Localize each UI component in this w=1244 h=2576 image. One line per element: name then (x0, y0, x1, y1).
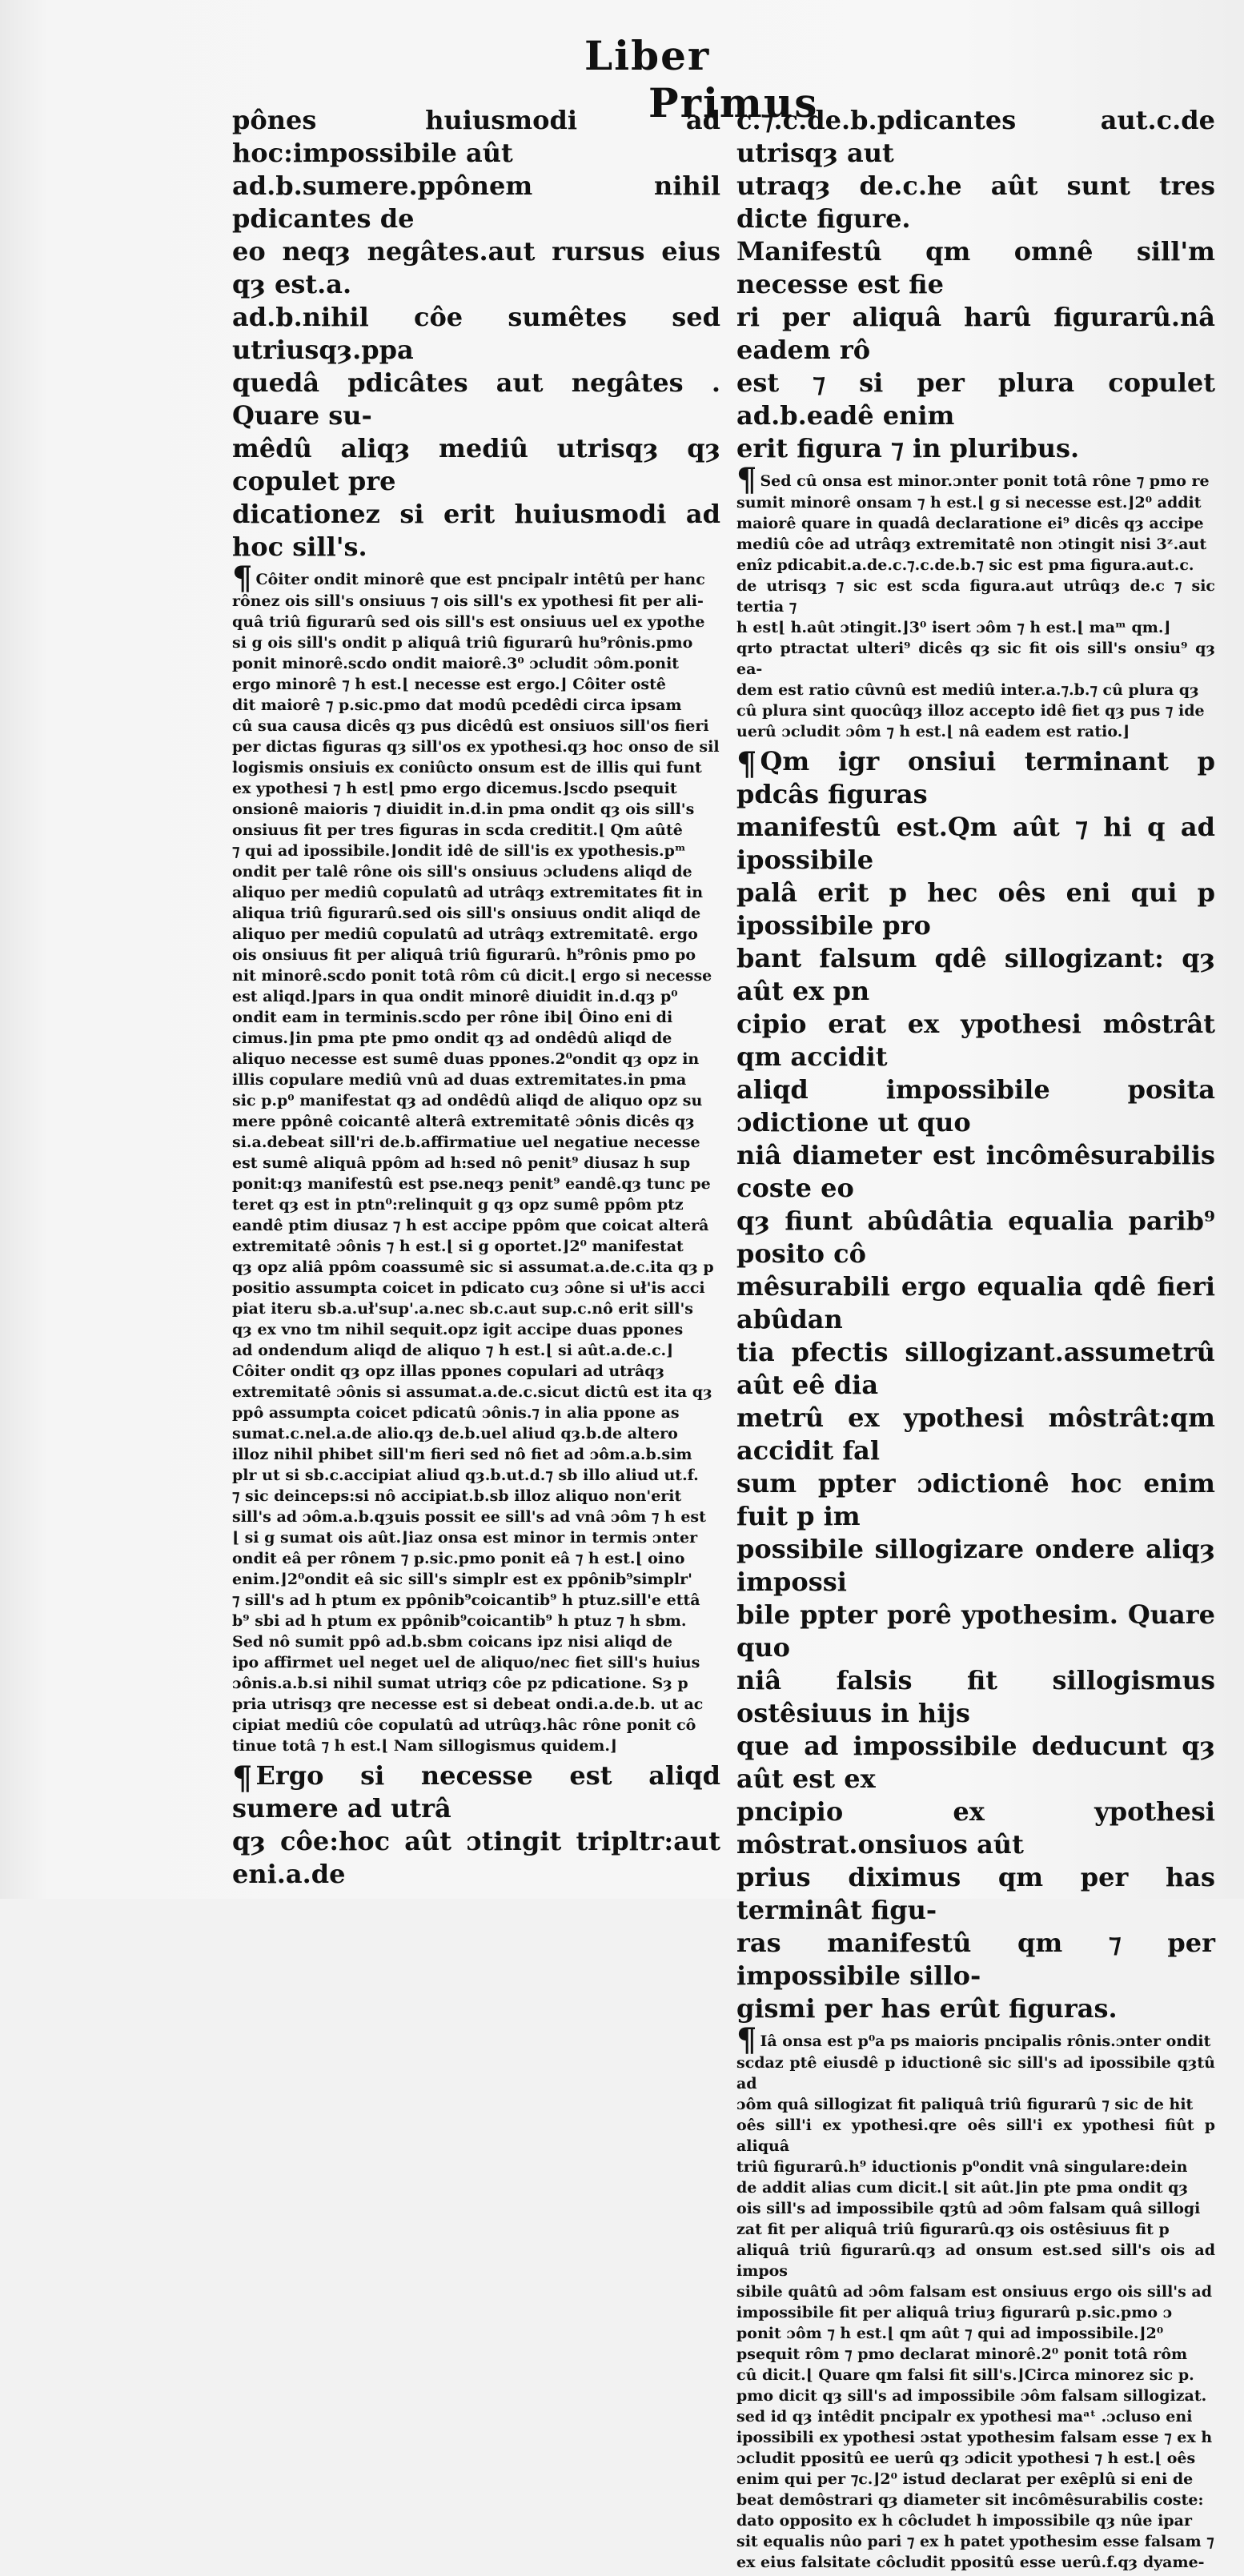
text-line (232, 1132, 720, 1153)
line-text: cimus.⌋in pma pte pmo ondit qȝ ad ondêdû aliqd de (232, 1029, 672, 1047)
line-text: ad ondendum aliqd de aliquo ⁊ h est.⌊ si aût.a.de.c.⌋ (232, 1342, 674, 1359)
line-text: cû dicit.⌊ Quare qm falsi fit sill's.⌋Circa minorez sic p. (736, 2366, 1194, 2384)
text-line (232, 560, 720, 597)
line-text: qȝ côe:hoc aût ɔtingit tripltr:aut eni.a.de (232, 1826, 720, 1889)
line-text: teret qȝ est in ptn⁰:relinquit g qȝ opz sumê ppôm ptz (232, 1196, 684, 1214)
line-text: triû figurarû.h⁹ iductionis p⁰ondit vnâ singulare:dein (736, 2158, 1188, 2176)
line-text: pncipio ex ypothesi môstrat.onsiuos aût (736, 1796, 1215, 1860)
text-line (232, 1507, 720, 1527)
pilcrow-icon: ¶ (232, 1759, 253, 1797)
line-text: nit minorê.scdo ponit totâ rôm cû dicit.⌊ ergo si necesse (232, 967, 712, 985)
text-line (232, 235, 720, 301)
text-line (736, 1730, 1215, 1796)
line-text: ad.b.sumere.ppônem nihil pdicantes de (232, 171, 720, 234)
text-line (736, 1205, 1215, 1270)
text-line (736, 2094, 1215, 2115)
line-text: quedâ pdicâtes aut negâtes . Quare su- (232, 367, 720, 431)
line-text: Qm igr onsiui terminant p pdcâs figuras (736, 746, 1215, 809)
pilcrow-icon: ¶ (736, 2021, 757, 2059)
line-text: b⁹ sbi ad h ptum ex ppônib⁹coicantib⁹ h ptuz ⁊ h sbm. (232, 1612, 687, 1630)
text-line (232, 1278, 720, 1298)
text-line (736, 2021, 1215, 2059)
line-text: ipossibili ex ypothesi ɔstat ypothesim falsam esse ⁊ ex h (736, 2429, 1213, 2446)
text-line (736, 1664, 1215, 1730)
text-line (232, 591, 720, 612)
text-line (736, 1467, 1215, 1533)
text-line (736, 638, 1215, 680)
line-text: enîz pdicabit.a.de.c.⁊.c.de.b.⁊ sic est pma figura.aut.c. (736, 556, 1194, 574)
text-line (232, 882, 720, 903)
text-line (736, 1533, 1215, 1599)
text-paragraph (736, 104, 1215, 465)
text-line (736, 2157, 1215, 2177)
line-text: beat demôstrari qȝ diameter sit incômêsurabilis coste: (736, 2491, 1204, 2509)
line-text: illis copulare mediû vnû ad duas extremitates.in pma (232, 1071, 687, 1089)
line-text: ⁊ qui ad ipossibile.⌋ondit idê de sill'is ex ypothesis.pᵐ (232, 842, 686, 860)
text-line (736, 1599, 1215, 1664)
line-text: si g ois sill's ondit p aliquâ triû figurarû hu⁹rônis.pmo (232, 634, 693, 652)
line-text: ipo affirmet uel neget uel de aliquo/nec fiet sill's huius (232, 1654, 700, 1671)
text-line (736, 2344, 1215, 2365)
text-paragraph (232, 104, 720, 564)
line-text: sum ppter ɔdictionê hoc enim fuit p im (736, 1468, 1215, 1531)
line-text: dicationez si erit huiusmodi ad hoc sill's. (232, 499, 720, 562)
line-text: per dictas figuras qȝ sill'os ex ypothesi.qȝ hoc onso de sil (232, 738, 720, 756)
text-line (736, 2115, 1215, 2157)
line-text: oês sill'i ex ypothesi.qre oês sill'i ex ypothesi fiût p aliquâ (736, 2117, 1215, 2155)
text-line (736, 2552, 1215, 2573)
line-text: ⁊ sic deinceps:si nô accipiat.b.sb illoz aliquo non'erit (232, 1487, 682, 1505)
line-text: ɔcludit ppositû ee uerû qȝ ɔdicit ypothesi ⁊ h est.⌊ oês (736, 2450, 1196, 2467)
text-line (232, 1759, 720, 1825)
line-text: ois onsiuus fit per aliquâ triû figurarû. h⁹rônis pmo po (232, 946, 696, 964)
text-line (232, 778, 720, 799)
line-text: sed id qȝ intêdit pncipalr ex ypothesi maᵃᵗ .ɔcluso eni (736, 2408, 1193, 2426)
text-line (736, 2240, 1215, 2281)
text-line (736, 104, 1215, 170)
line-text: tinue totâ ⁊ h est.⌊ Nam sillogismus quidem.⌋ (232, 1737, 617, 1755)
line-text: qȝ fiunt abûdâtia equalia parib⁹ posito cô (736, 1206, 1215, 1269)
commentary-paragraph (736, 2021, 1215, 2573)
text-line (736, 877, 1215, 942)
line-text: mediû côe ad utrâqȝ extremitatê non ɔtingit nisi 3ᶻ.aut (736, 536, 1207, 553)
text-line (736, 745, 1215, 811)
line-text: maiorê quare in quadâ declaratione ei⁹ dicês qȝ accipe (736, 515, 1204, 532)
text-line (736, 1336, 1215, 1402)
line-text: mêdû aliqȝ mediû utrisqȝ qȝ copulet pre (232, 433, 720, 496)
text-line (736, 432, 1215, 465)
line-text: cû sua causa dicês qȝ pus dicêdû est onsiuos sill'os fieri (232, 717, 709, 735)
text-line (736, 301, 1215, 367)
line-text: quâ triû figurarû sed ois sill's est onsiuus uel ex ypothe (232, 613, 705, 631)
text-line (232, 903, 720, 924)
line-text: ondit eâ per rônem ⁊ p.sic.pmo ponit eâ ⁊ h est.⌊ oino (232, 1550, 685, 1567)
commentary-paragraph (232, 560, 720, 1756)
running-head-primus: Primus (648, 79, 819, 126)
line-text: si.a.debeat sill'ri de.b.affirmatiue uel negatiue necesse (232, 1134, 700, 1151)
text-line (232, 924, 720, 945)
line-text: pônes huiusmodi ad hoc:impossibile aût (232, 105, 720, 168)
line-text: sumat.c.nel.a.de alio.qȝ de.b.uel aliud qȝ.b.de altero (232, 1425, 678, 1442)
line-text: aliquo necesse est sumê duas ppones.2⁰ondit qȝ opz in (232, 1050, 700, 1068)
line-text: eo neqȝ negâtes.aut rursus eius qȝ est.a. (232, 236, 720, 299)
line-text: sit equalis nûo pari ⁊ ex h patet ypothesim esse falsam ⁊ (736, 2533, 1214, 2550)
text-line (232, 799, 720, 820)
line-text: aliqua triû figurarû.sed ois sill's onsiuus ondit aliqd de (232, 905, 701, 922)
line-text: logismis onsiuis ex coniûcto onsum est de illis qui funt (232, 759, 702, 776)
line-text: que ad impossibile deducunt qȝ aût est ex (736, 1731, 1215, 1794)
line-text: plr ut si sb.c.accipiat aliud qȝ.b.ut.d.⁊ sb illo aliud ut.f. (232, 1467, 699, 1484)
text-line (232, 1402, 720, 1423)
line-text: cû plura sint quocûqȝ illoz accepto idê fiet qȝ pus ⁊ ide (736, 702, 1205, 720)
line-text: tia pfectis sillogizant.assumetrû aût eê dia (736, 1337, 1215, 1400)
text-line (736, 942, 1215, 1008)
text-line (736, 2469, 1215, 2490)
text-line (232, 1486, 720, 1507)
text-line (736, 555, 1215, 576)
line-text: sic p.p⁰ manifestat qȝ ad ondêdû aliqd de aliquo opz su (232, 1092, 703, 1109)
line-text: mere ppônê coicantê alterâ extremitatê ɔônis dicês qȝ (232, 1113, 695, 1130)
text-line (232, 695, 720, 716)
text-line (736, 1073, 1215, 1139)
text-paragraph (736, 745, 1215, 2025)
left-text-column (232, 104, 720, 1894)
pilcrow-icon: ¶ (736, 745, 757, 783)
text-line (736, 1270, 1215, 1336)
line-text: enim qui per ⁊c.⌋2⁰ istud declarat per exêplû si eni de (736, 2470, 1194, 2488)
line-text: ɔônis.a.b.si nihil sumat utriqȝ côe pz pdicatione. Sȝ p (232, 1675, 688, 1692)
line-text: ex eius falsitate côcludit ppositû esse uerû.f.qȝ dyame- (736, 2554, 1205, 2571)
text-line (736, 513, 1215, 534)
text-line (736, 1861, 1215, 1927)
line-text: Côiter ondit qȝ opz illas ppones copulari ad utrâqȝ (232, 1362, 665, 1380)
line-text: dem est ratio cûvnû est mediû inter.a.⁊.b.⁊ cû plura qȝ (736, 681, 1199, 699)
text-line (232, 1153, 720, 1174)
text-line (232, 1257, 720, 1278)
text-line (736, 1796, 1215, 1861)
line-text: niâ diameter est incômêsurabilis coste eo (736, 1140, 1215, 1203)
text-line (736, 1139, 1215, 1205)
line-text: piat iteru sb.a.uł'sup'.a.nec sb.c.aut sup.c.nô erit sill's (232, 1300, 693, 1318)
line-text: impossibile fit per aliquâ triuȝ figurarû p.sic.pmo ɔ (736, 2304, 1173, 2321)
line-text: ponit minorê.scdo ondit maiorê.3⁰ ɔcludit ɔôm.ponit (232, 655, 680, 672)
line-text: enim.⌋2⁰ondit eâ sic sill's simplr est ex ppônib⁹simplr' (232, 1571, 692, 1588)
text-line (232, 861, 720, 882)
text-line (232, 986, 720, 1007)
line-text: aliquâ triû figurarû.qȝ ad onsum est.sed sill's ois ad impos (736, 2241, 1215, 2280)
text-line (232, 1340, 720, 1361)
text-line (232, 1825, 720, 1891)
line-text: psequit rôm ⁊ pmo declarat minorê.2⁰ ponit totâ rôm (736, 2345, 1188, 2363)
line-text: aliquo per mediû copulatû ad utrâqȝ extremitatê. ergo (232, 925, 698, 943)
line-text: ras manifestû qm ⁊ per impossibile sillo- (736, 1928, 1215, 1991)
text-line (232, 1382, 720, 1402)
line-text: erit figura ⁊ in pluribus. (736, 433, 1080, 463)
text-line (736, 1992, 1215, 2025)
text-line (232, 1236, 720, 1257)
text-line (736, 700, 1215, 721)
text-line (736, 576, 1215, 617)
line-text: ondit eam in terminis.scdo per rône ibi⌊ Ôino eni di (232, 1009, 673, 1026)
line-text: ponit:qȝ manifestû est pse.neqȝ penit⁹ eandê.qȝ tunc pe (232, 1175, 711, 1193)
text-line (736, 2385, 1215, 2406)
text-line (232, 432, 720, 498)
text-line (736, 2427, 1215, 2448)
line-text: ondit per talê rône ois sill's onsiuus ɔcludens aliqd de (232, 863, 692, 881)
line-text: Sed nô sumit ppô ad.b.sbm coicans ipz nisi aliqd de (232, 1633, 672, 1651)
text-line (232, 1611, 720, 1631)
line-text: est aliqd.⌋pars in qua ondit minorê diuidit in.d.qȝ p⁰ (232, 988, 678, 1005)
line-text: ex ypothesi ⁊ h est⌊ pmo ergo dicemus.⌋scdo psequit (232, 780, 677, 797)
line-text: h est⌊ h.aût ɔtingit.⌋3⁰ isert ɔôm ⁊ h est.⌊ maᵐ qm.⌋ (736, 619, 1171, 636)
line-text: gismi per has erût figuras. (736, 1993, 1118, 2024)
line-text: Sed cû onsa est minor.ɔnter ponit totâ rône ⁊ pmo re (760, 472, 1210, 490)
pilcrow-icon: ¶ (736, 461, 757, 499)
line-text: mêsurabili ergo equalia qdê fieri abûdan (736, 1271, 1215, 1334)
line-text: possibile sillogizare ondere aliqȝ impossi (736, 1534, 1215, 1597)
text-line (232, 1007, 720, 1028)
line-text: Manifestû qm omnê sill'm necesse est fie (736, 236, 1215, 299)
line-text: dit maiorê ⁊ p.sic.pmo dat modû pcedêdi circa ipsam (232, 696, 682, 714)
text-line (232, 1423, 720, 1444)
text-line (232, 104, 720, 170)
text-line (736, 1008, 1215, 1073)
text-line (232, 1465, 720, 1486)
line-text: de utrisqȝ ⁊ sic est scda figura.aut utrûqȝ de.c ⁊ sic tertia ⁊ (736, 577, 1215, 616)
line-text: extremitatê ɔônis ⁊ h est.⌊ si g oportet.⌋2⁰ manifestat (232, 1238, 684, 1255)
text-line (232, 1028, 720, 1049)
text-line (736, 680, 1215, 700)
line-text: qȝ ex vno tm nihil sequit.opz igit accipe duas ppones (232, 1321, 684, 1338)
text-line (736, 534, 1215, 555)
text-paragraph (232, 1759, 720, 1891)
line-text: eandê ptim diusaz ⁊ h est accipe ppôm que coicat alterâ (232, 1217, 709, 1234)
text-line (736, 2177, 1215, 2198)
text-line (232, 820, 720, 841)
text-line (232, 653, 720, 674)
line-text: pmo dicit qȝ sill's ad impossibile ɔôm falsam sillogizat. (736, 2387, 1207, 2405)
text-line (736, 2281, 1215, 2302)
text-line (232, 965, 720, 986)
line-text: aliquo per mediû copulatû ad utrâqȝ extremitates fit in (232, 884, 704, 901)
text-line (232, 1298, 720, 1319)
text-line (232, 1319, 720, 1340)
line-text: ⌊ si g sumat ois aût.⌋iaz onsa est minor in termis ɔnter (232, 1529, 698, 1547)
text-line (736, 2406, 1215, 2427)
text-line (232, 1215, 720, 1236)
line-text: bant falsum qdê sillogizant: qȝ aût ex pn (736, 943, 1215, 1006)
text-line (736, 2302, 1215, 2323)
text-line (232, 1569, 720, 1590)
right-text-column (736, 104, 1215, 2576)
line-text: rônez ois sill's onsiuus ⁊ ois sill's ex ypothesi fit per ali- (232, 592, 704, 610)
text-line (736, 2531, 1215, 2552)
text-line (736, 1402, 1215, 1467)
text-line (232, 1361, 720, 1382)
text-line (232, 841, 720, 861)
line-text: sill's ad ɔôm.a.b.qȝuis possit ee sill's ad vnâ ɔôm ⁊ h est (232, 1508, 706, 1526)
text-line (232, 1444, 720, 1465)
text-line (232, 170, 720, 235)
line-text: Côiter ondit minorê que est pncipalr intêtû per hanc (255, 571, 705, 588)
running-head-liber: Liber (584, 32, 711, 79)
text-line (232, 367, 720, 432)
text-line (232, 1673, 720, 1694)
text-line (232, 1735, 720, 1756)
text-line (736, 2052, 1215, 2094)
text-line (736, 2219, 1215, 2240)
pilcrow-icon: ¶ (232, 560, 253, 597)
line-text: metrû ex ypothesi môstrât:qm accidit fal (736, 1402, 1215, 1466)
text-line (232, 1049, 720, 1069)
text-line (736, 2490, 1215, 2510)
line-text: cipiat mediû côe copulatû ad utrûqȝ.hâc rône ponit cô (232, 1716, 696, 1734)
text-line (232, 1527, 720, 1548)
text-line (736, 2198, 1215, 2219)
text-line (736, 367, 1215, 432)
text-line (736, 811, 1215, 877)
text-line (232, 1652, 720, 1673)
text-line (232, 1590, 720, 1611)
text-line (232, 1174, 720, 1194)
line-text: zat fit per aliquâ triû figurarû.qȝ ois ostêsiuus fit p (736, 2221, 1170, 2238)
line-text: ergo minorê ⁊ h est.⌊ necesse est ergo.⌋ Côiter ostê (232, 676, 666, 693)
line-text: scdaz ptê eiusdê p iductionê sic sill's ad ipossibile qȝtû ad (736, 2054, 1215, 2092)
line-text: ɔôm quâ sillogizat fit paliquâ triû figurarû ⁊ sic de hit (736, 2096, 1194, 2113)
text-line (232, 1548, 720, 1569)
line-text: onsionê maioris ⁊ diuidit in.d.in pma ondit qȝ ois sill's (232, 800, 695, 818)
line-text: ponit ɔôm ⁊ h est.⌊ qm aût ⁊ qui ad impossibile.⌋2⁰ (736, 2325, 1164, 2342)
text-line (232, 757, 720, 778)
line-text: illoz nihil phibet sill'm fieri sed nô fiet ad ɔôm.a.b.sim (232, 1446, 692, 1463)
text-line (736, 2323, 1215, 2344)
text-line (736, 2510, 1215, 2531)
text-line (232, 632, 720, 653)
line-text: cipio erat ex ypothesi môstrât qm accidit (736, 1009, 1215, 1072)
line-text: Iâ onsa est p⁰a ps maioris pncipalis rônis.ɔnter ondit (760, 2032, 1211, 2050)
line-text: qrto ptractat ulteri⁹ dicês qȝ sic fit ois sill's onsiu⁹ qȝ ea- (736, 640, 1215, 678)
text-line (736, 721, 1215, 742)
line-text: uerû ɔcludit ɔôm ⁊ h est.⌊ nâ eadem est ratio.⌋ (736, 723, 1130, 740)
text-line (232, 716, 720, 736)
line-text: ois sill's ad impossibile qȝtû ad ɔôm falsam quâ sillogi (736, 2200, 1201, 2217)
line-text: Ergo si necesse est aliqd sumere ad utrâ (232, 1760, 720, 1824)
line-text: pria utrisqȝ qre necesse est si debeat ondi.a.de.b. ut ac (232, 1695, 704, 1713)
text-line (232, 1090, 720, 1111)
text-line (232, 1715, 720, 1735)
text-line (232, 674, 720, 695)
line-text: onsiuus fit per tres figuras in scda creditit.⌊ Qm aûtê (232, 821, 683, 839)
text-line (736, 492, 1215, 513)
line-text: extremitatê ɔônis si assumat.a.de.c.sicut dictû est ita qȝ (232, 1383, 712, 1401)
text-line (736, 1927, 1215, 1992)
line-text: sibile quâtû ad ɔôm falsam est onsiuus ergo ois sill's ad (736, 2283, 1213, 2301)
line-text: dato opposito ex h côcludet h impossibile qȝ nûe ipar (736, 2512, 1192, 2530)
line-text: bile ppter porê ypothesim. Quare quo (736, 1599, 1215, 1663)
line-text: de addit alias cum dicit.⌊ sit aût.⌋in pte pma ondit qȝ (736, 2179, 1188, 2197)
line-text: ppô assumpta coicet pdicatû ɔônis.⁊ in alia ppone as (232, 1404, 680, 1422)
text-line (232, 945, 720, 965)
text-line (232, 1194, 720, 1215)
line-text: c.⁊.c.de.b.pdicantes aut.c.de utrisqȝ aut (736, 105, 1215, 168)
text-line (232, 301, 720, 367)
line-text: aliqd impossibile posita ɔdictione ut quo (736, 1074, 1215, 1138)
text-line (232, 612, 720, 632)
line-text: qȝ opz aliâ ppôm coassumê sic si assumat.a.de.c.ita qȝ p (232, 1258, 714, 1276)
text-line (232, 1631, 720, 1652)
line-text: positio assumpta coicet in pdicato cuȝ ɔône si uł'is acci (232, 1279, 705, 1297)
line-text: est ⁊ si per plura copulet ad.b.eadê enim (736, 367, 1215, 431)
line-text: prius diximus qm per has terminât figu- (736, 1862, 1215, 1925)
text-line (232, 1111, 720, 1132)
text-line (232, 1069, 720, 1090)
line-text: manifestû est.Qm aût ⁊ hi q ad ipossibile (736, 812, 1215, 875)
text-line (736, 461, 1215, 499)
commentary-paragraph (736, 461, 1215, 742)
text-line (232, 1694, 720, 1715)
text-line (232, 736, 720, 757)
text-line (736, 2448, 1215, 2469)
text-line (736, 170, 1215, 235)
text-line (232, 498, 720, 564)
line-text: utraqȝ de.c.he aût sunt tres dicte figure. (736, 171, 1215, 234)
line-text: ad.b.nihil côe sumêtes sed utriusqȝ.ppa (232, 302, 720, 365)
line-text: ⁊ sill's ad h ptum ex ppônib⁹coicantib⁹ h ptuz.sill'e ettâ (232, 1591, 700, 1609)
text-line (736, 617, 1215, 638)
line-text: est sumê aliquâ ppôm ad h:sed nô penit⁹ diusaz h sup (232, 1154, 691, 1172)
line-text: ri per aliquâ harû figurarû.nâ eadem rô (736, 302, 1215, 365)
line-text: sumit minorê onsam ⁊ h est.⌊ g si necesse est.⌋2⁰ addit (736, 494, 1202, 512)
line-text: palâ erit p hec oês eni qui p ipossibile pro (736, 877, 1215, 941)
text-line (736, 2365, 1215, 2385)
line-text: niâ falsis fit sillogismus ostêsiuus in hijs (736, 1665, 1215, 1728)
text-line (736, 235, 1215, 301)
